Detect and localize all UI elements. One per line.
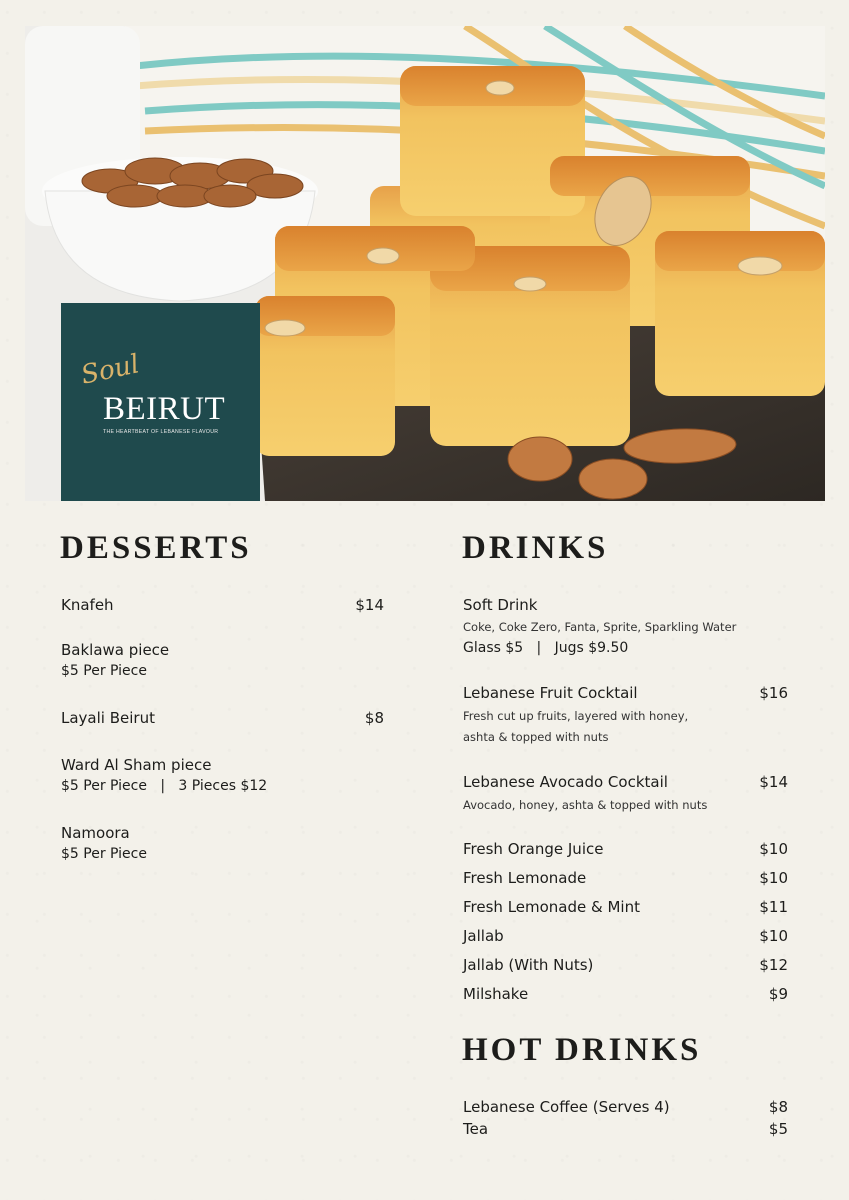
drink-price: $16 [759, 684, 788, 702]
brand-logo [61, 303, 260, 501]
logo-script-text: Soul [78, 349, 143, 391]
drink-name: Soft Drink [463, 596, 538, 614]
drink-price: $11 [759, 898, 788, 916]
drink-name: Fresh Lemonade & Mint [463, 898, 640, 916]
drink-item-lemonade-mint [463, 898, 788, 918]
logo-tagline: THE HEARTBEAT OF LEBANESE FLAVOUR [103, 429, 219, 435]
drink-price: $10 [759, 840, 788, 858]
drink-name: Lebanese Avocado Cocktail [463, 773, 668, 791]
dessert-sub-price: $5 Per Piece | 3 Pieces $12 [61, 778, 268, 794]
dessert-name: Baklawa piece [61, 641, 170, 659]
drink-price: $9 [768, 985, 788, 1003]
drink-desc: Avocado, honey, ashta & topped with nuts [463, 798, 708, 812]
dessert-price: $8 [364, 709, 384, 727]
drinks-title: DRINKS [462, 530, 609, 566]
drink-item-jallab [463, 927, 788, 947]
hot-drinks-title: HOT DRINKS [462, 1032, 702, 1068]
hot-drink-price: $8 [768, 1098, 788, 1116]
hot-drink-item-tea [463, 1120, 788, 1140]
dessert-item-baklawa [61, 641, 384, 681]
drink-sub-price: Glass $5 | Jugs $9.50 [463, 640, 629, 656]
dessert-price: $14 [355, 596, 384, 614]
drink-name: Lebanese Fruit Cocktail [463, 684, 638, 702]
drink-item-avocado-cocktail [463, 773, 788, 817]
dessert-item-ward [61, 756, 384, 796]
dessert-name: Namoora [61, 824, 130, 842]
drink-item-orange-juice [463, 840, 788, 860]
drink-name: Fresh Lemonade [463, 869, 587, 887]
drink-item-milkshake [463, 985, 788, 1005]
drink-name: Fresh Orange Juice [463, 840, 604, 858]
drink-price: $10 [759, 869, 788, 887]
drink-item-fruit-cocktail [463, 684, 788, 748]
drink-price: $10 [759, 927, 788, 945]
dessert-name: Knafeh [61, 596, 114, 614]
dessert-name: Layali Beirut [61, 709, 155, 727]
dessert-sub-price: $5 Per Piece [61, 846, 147, 862]
hot-drink-name: Lebanese Coffee (Serves 4) [463, 1098, 670, 1116]
drink-item-lemonade [463, 869, 788, 889]
dessert-sub-price: $5 Per Piece [61, 663, 147, 679]
logo-name: BEIRUT [103, 391, 226, 427]
drink-price: $14 [759, 773, 788, 791]
drink-name: Jallab [463, 927, 504, 945]
hot-drink-price: $5 [768, 1120, 788, 1138]
drink-item-soft-drink [463, 596, 788, 660]
dessert-name: Ward Al Sham piece [61, 756, 212, 774]
dessert-item-namoora [61, 824, 384, 864]
drink-name: Jallab (With Nuts) [463, 956, 594, 974]
hot-drink-item-coffee [463, 1098, 788, 1118]
desserts-title: DESSERTS [60, 530, 252, 566]
hot-drink-name: Tea [463, 1120, 489, 1138]
dessert-item-knafeh [61, 596, 384, 616]
drink-name: Milshake [463, 985, 529, 1003]
drink-price: $12 [759, 956, 788, 974]
dessert-item-layali [61, 709, 384, 729]
drink-item-jallab-nuts [463, 956, 788, 976]
drink-desc-line2: ashta & topped with nuts [463, 730, 609, 744]
drink-desc-line1: Fresh cut up fruits, layered with honey, [463, 709, 689, 723]
drink-desc: Coke, Coke Zero, Fanta, Sprite, Sparkling Water [463, 620, 737, 634]
